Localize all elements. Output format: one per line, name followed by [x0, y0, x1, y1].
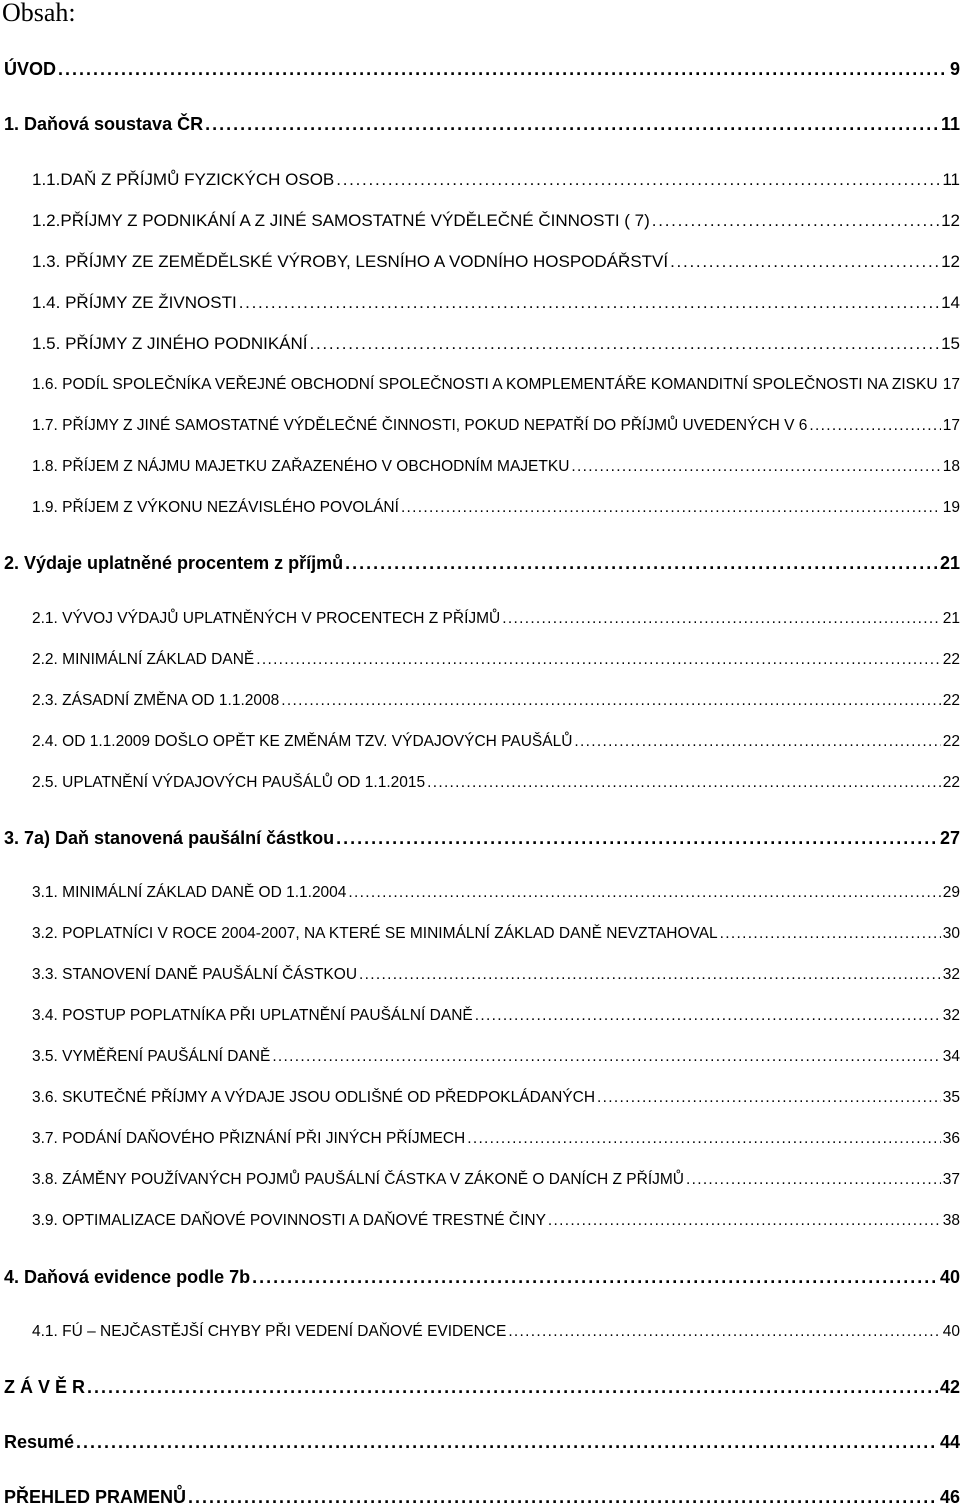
toc-entry[interactable]	[32, 1003, 960, 1029]
dot-leader	[239, 290, 939, 316]
toc-entry[interactable]	[32, 413, 960, 439]
toc-entry[interactable]	[32, 688, 960, 714]
toc-entry[interactable]	[4, 825, 960, 851]
toc-entry[interactable]	[32, 921, 960, 947]
toc-entry-label: 1.2.PŘÍJMY Z PODNIKÁNÍ A Z JINÉ SAMOSTATNÉ VÝDĚLEČNÉ ČINNOSTI ( 7)	[32, 211, 650, 230]
toc-entry-label: 3.7. PODÁNÍ DAŇOVÉHO PŘIZNÁNÍ PŘI JINÝCH PŘÍJMECH	[32, 1130, 466, 1147]
toc-entry-page: 44	[939, 1432, 960, 1452]
toc-entry-page: 17	[942, 417, 960, 434]
toc-entry-page: 22	[942, 733, 960, 750]
toc-entry-label: 1.4. PŘÍJMY ZE ŽIVNOSTI	[32, 293, 237, 312]
dot-leader	[272, 1044, 940, 1070]
toc-entry-page: 38	[942, 1212, 960, 1229]
toc-entry-page: 15	[941, 334, 960, 353]
toc-entry[interactable]	[32, 1167, 960, 1193]
toc-entry-label: 2. Výdaje uplatněné procentem z příjmů	[4, 553, 344, 573]
toc-entry-page: 22	[942, 692, 960, 709]
dot-leader	[348, 880, 940, 906]
toc-entry[interactable]	[32, 770, 960, 796]
toc-entry[interactable]	[32, 880, 960, 906]
toc-entry-page: 17	[942, 376, 960, 393]
toc-entry-page: 42	[939, 1377, 960, 1397]
dot-leader	[205, 111, 939, 137]
toc-entry-label: 2.2. MINIMÁLNÍ ZÁKLAD DANĚ	[32, 651, 255, 668]
toc-entry-page: 22	[942, 774, 960, 791]
toc-entry-label: PŘEHLED PRAMENŮ	[4, 1487, 187, 1507]
page-title: Obsah:	[2, 0, 76, 27]
toc-entry[interactable]	[32, 1208, 960, 1234]
toc-entry-label: 3.6. SKUTEČNÉ PŘÍJMY A VÝDAJE JSOU ODLIŠNÉ OD PŘEDPOKLÁDANÝCH	[32, 1089, 596, 1106]
toc-entry-page: 35	[942, 1089, 960, 1106]
toc-entry-label: 1.6. PODÍL SPOLEČNÍKA VEŘEJNÉ OBCHODNÍ SPOLEČNOSTI A KOMPLEMENTÁŘE KOMANDITNÍ SPOLEČNOSTI NA ZISKU	[32, 376, 938, 393]
dot-leader	[467, 1126, 941, 1152]
toc-entry[interactable]	[32, 1126, 960, 1152]
dot-leader	[670, 249, 939, 275]
toc-entry-label: 2.1. VÝVOJ VÝDAJŮ UPLATNĚNÝCH V PROCENTECH Z PŘÍJMŮ	[32, 610, 501, 627]
toc-entry-page: 11	[940, 114, 960, 134]
dot-leader	[574, 729, 940, 755]
toc-entry-page: 19	[942, 499, 960, 516]
dot-leader	[281, 688, 941, 714]
toc-entry[interactable]	[4, 1484, 960, 1510]
dot-leader	[548, 1208, 941, 1234]
toc-entry-page: 12	[941, 211, 960, 230]
dot-leader	[310, 331, 940, 357]
toc-entry-label: 3.5. VYMĚŘENÍ PAUŠÁLNÍ DANĚ	[32, 1048, 271, 1065]
toc-entry[interactable]	[32, 1044, 960, 1070]
toc-entry-page: 34	[942, 1048, 960, 1065]
toc-entry-page: 40	[939, 1267, 960, 1287]
dot-leader	[597, 1085, 941, 1111]
toc-entry-label: 4.1. FÚ – NEJČASTĚJŠÍ CHYBY PŘI VEDENÍ DAŇOVÉ EVIDENCE	[32, 1323, 507, 1340]
toc-entry-label: 2.4. OD 1.1.2009 DOŠLO OPĚT KE ZMĚNÁM TZV. VÝDAJOVÝCH PAUŠÁLŮ	[32, 733, 573, 750]
toc-entry[interactable]	[32, 495, 960, 521]
toc-entry-label: 3.9. OPTIMALIZACE DAŇOVÉ POVINNOSTI A DAŇOVÉ TRESTNÉ ČINY	[32, 1212, 546, 1229]
toc-entry[interactable]	[4, 550, 960, 576]
toc-entry-label: 3.2. POPLATNÍCI V ROCE 2004-2007, NA KTERÉ SE MINIMÁLNÍ ZÁKLAD DANĚ NEVZTAHOVAL	[32, 925, 718, 942]
toc-entry-page: 21	[942, 610, 960, 627]
dot-leader	[686, 1167, 941, 1193]
toc-entry-label: Resumé	[4, 1432, 75, 1452]
toc-entry[interactable]	[32, 1319, 960, 1345]
dot-leader	[256, 647, 941, 673]
dot-leader	[508, 1319, 940, 1345]
toc-entry[interactable]	[32, 167, 960, 193]
toc-entry-page: 32	[942, 966, 960, 983]
toc-entry-label: Z Á V Ě R	[4, 1377, 86, 1397]
dot-leader	[571, 454, 940, 480]
toc-entry-page: 29	[942, 884, 960, 901]
dot-leader	[76, 1429, 938, 1455]
toc-entry-page: 36	[942, 1130, 960, 1147]
dot-leader	[336, 825, 938, 851]
toc-entry[interactable]	[4, 1374, 960, 1400]
toc-entry-page: 32	[942, 1007, 960, 1024]
toc-entry-page: 11	[942, 170, 960, 189]
toc-entry[interactable]	[32, 249, 960, 275]
toc-entry[interactable]	[4, 1429, 960, 1455]
toc-entry-page: 37	[942, 1171, 960, 1188]
toc-entry-label: 1. Daňová soustava ČR	[4, 114, 204, 134]
dot-leader	[720, 921, 941, 947]
toc-entry[interactable]	[32, 1085, 960, 1111]
toc-entry-page: 14	[941, 293, 960, 312]
dot-leader	[359, 962, 941, 988]
toc-entry-label: 1.9. PŘÍJEM Z VÝKONU NEZÁVISLÉHO POVOLÁNÍ	[32, 499, 399, 516]
toc-entry-label: 3.3. STANOVENÍ DANĚ PAUŠÁLNÍ ČÁSTKOU	[32, 966, 358, 983]
toc-entry[interactable]	[32, 372, 960, 398]
toc-entry-label: 1.1.DAŇ Z PŘÍJMŮ FYZICKÝCH OSOB	[32, 170, 335, 189]
toc-entry[interactable]	[4, 111, 960, 137]
toc-entry-page: 46	[939, 1487, 960, 1507]
toc-entry-label: 1.3. PŘÍJMY ZE ZEMĚDĚLSKÉ VÝROBY, LESNÍHO A VODNÍHO HOSPODÁŘSTVÍ	[32, 252, 669, 271]
toc-entry[interactable]	[32, 606, 960, 632]
toc-entry[interactable]	[32, 331, 960, 357]
toc-entry-label: 4. Daňová evidence podle 7b	[4, 1267, 251, 1287]
toc-entry-label: 3.1. MINIMÁLNÍ ZÁKLAD DANĚ OD 1.1.2004	[32, 884, 347, 901]
toc-entry-label: 3.4. POSTUP POPLATNÍKA PŘI UPLATNĚNÍ PAUŠÁLNÍ DANĚ	[32, 1007, 473, 1024]
toc-entry-page: 12	[941, 252, 960, 271]
toc-entry[interactable]	[32, 962, 960, 988]
dot-leader	[427, 770, 941, 796]
toc-entry-label: 1.7. PŘÍJMY Z JINÉ SAMOSTATNÉ VÝDĚLEČNÉ ČINNOSTI, POKUD NEPATŘÍ DO PŘÍJMŮ UVEDENÝCH V 6	[32, 417, 808, 434]
toc-entry[interactable]	[32, 454, 960, 480]
toc-entry[interactable]	[4, 1264, 960, 1290]
toc-entry-label: 1.8. PŘÍJEM Z NÁJMU MAJETKU ZAŘAZENÉHO V OBCHODNÍM MAJETKU	[32, 458, 570, 475]
toc-entry-label: 3.8. ZÁMĚNY POUŽÍVANÝCH POJMŮ PAUŠÁLNÍ ČÁSTKA V ZÁKONĚ O DANÍCH Z PŘÍJMŮ	[32, 1171, 684, 1188]
dot-leader	[502, 606, 941, 632]
dot-leader	[188, 1484, 938, 1510]
dot-leader	[940, 372, 941, 398]
toc-entry[interactable]	[32, 208, 960, 234]
dot-leader	[58, 56, 948, 82]
dot-leader	[401, 495, 941, 521]
toc-entry-page: 30	[942, 925, 960, 942]
dot-leader	[87, 1374, 938, 1400]
toc-entry-page: 9	[949, 59, 960, 79]
dot-leader	[252, 1264, 938, 1290]
toc-entry[interactable]	[32, 647, 960, 673]
toc-entry[interactable]	[4, 56, 960, 82]
dot-leader	[336, 167, 940, 193]
toc-entry[interactable]	[32, 729, 960, 755]
toc-entry-page: 22	[942, 651, 960, 668]
toc-entry-page: 27	[939, 828, 960, 848]
dot-leader	[345, 550, 938, 576]
toc-entry-label: ÚVOD	[4, 59, 57, 79]
toc-entry-label: 2.5. UPLATNĚNÍ VÝDAJOVÝCH PAUŠÁLŮ OD 1.1.2015	[32, 774, 426, 791]
dot-leader	[475, 1003, 941, 1029]
dot-leader	[809, 413, 940, 439]
dot-leader	[652, 208, 939, 234]
toc-entry-page: 21	[939, 553, 960, 573]
toc-entry[interactable]	[32, 290, 960, 316]
toc-entry-page: 18	[942, 458, 960, 475]
toc-entry-label: 3. 7a) Daň stanovená paušální částkou	[4, 828, 335, 848]
toc-entry-page: 40	[942, 1323, 960, 1340]
toc-entry-label: 2.3. ZÁSADNÍ ZMĚNA OD 1.1.2008	[32, 692, 280, 709]
toc-entry-label: 1.5. PŘÍJMY Z JINÉHO PODNIKÁNÍ	[32, 334, 308, 353]
